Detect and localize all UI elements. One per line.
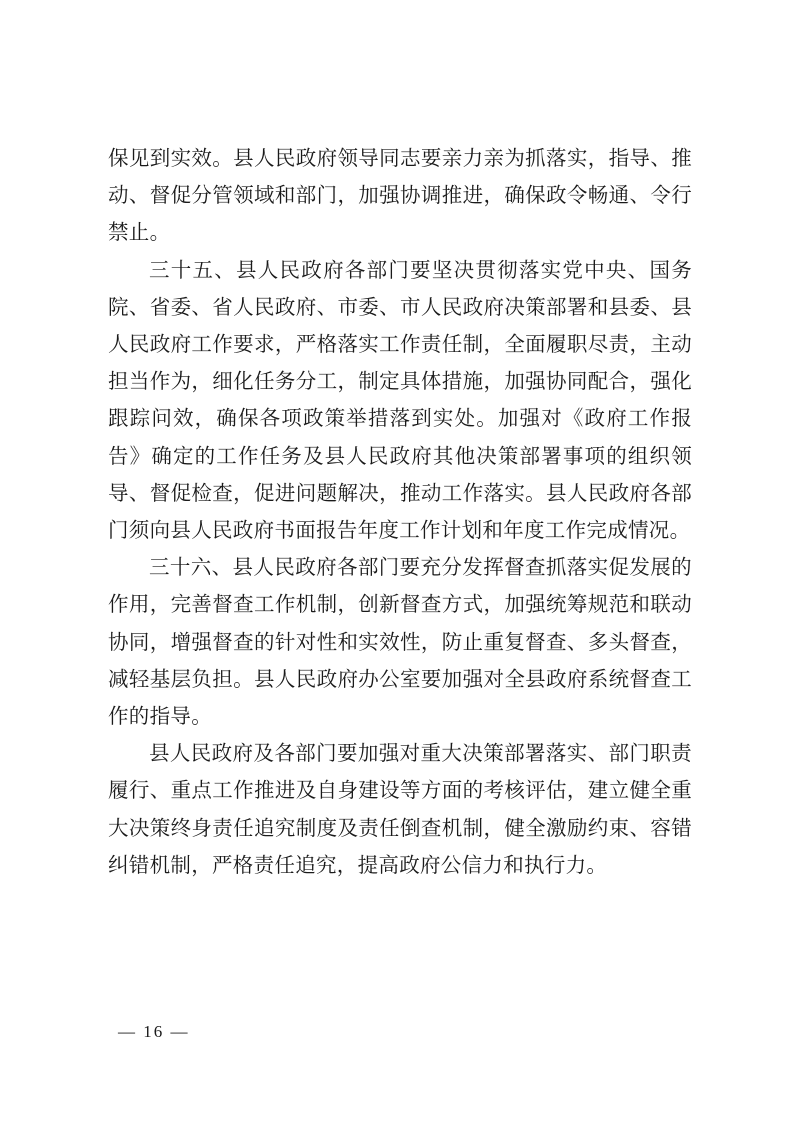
page-number: — 16 — xyxy=(118,1022,190,1041)
paragraph-article-35: 三十五、县人民政府各部门要坚决贯彻落实党中央、国务院、省委、省人民政府、市委、市人民政府决策部署和县委、县人民政府工作要求，严格落实工作责任制，全面履职尽责，主动担当作为，细化任务分工，制定具体措施，加强协同配合，强化跟踪问效，确保各项政策举措落到实处。加强对《政府工作报告》确定的工作任务及县人民政府其他决策部署事项的组织领导、督促检查，促进问题解决，推动工作落实。县人民政府各部门须向县人民政府书面报告年度工作计划和年度工作完成情况。 xyxy=(108,257,692,543)
paragraph-assessment: 县人民政府及各部门要加强对重大决策部署落实、部门职责履行、重点工作推进及自身建设等方面的考核评估，建立健全重大决策终身责任追究制度及责任倒查机制，健全激励约束、容错纠错机制，严格责任追究，提高政府公信力和执行力。 xyxy=(108,741,692,877)
paragraph-continuation: 保见到实效。县人民政府领导同志要亲力亲为抓落实，指导、推动、督促分管领域和部门，加强协调推进，确保政令畅通、令行禁止。 xyxy=(108,146,692,245)
paragraph-article-36: 三十六、县人民政府各部门要充分发挥督查抓落实促发展的作用，完善督查工作机制，创新督查方式，加强统筹规范和联动协同，增强督查的针对性和实效性，防止重复督查、多头督查，减轻基层负担。县人民政府办公室要加强对全县政府系统督查工作的指导。 xyxy=(108,555,692,729)
document-body xyxy=(108,140,692,884)
